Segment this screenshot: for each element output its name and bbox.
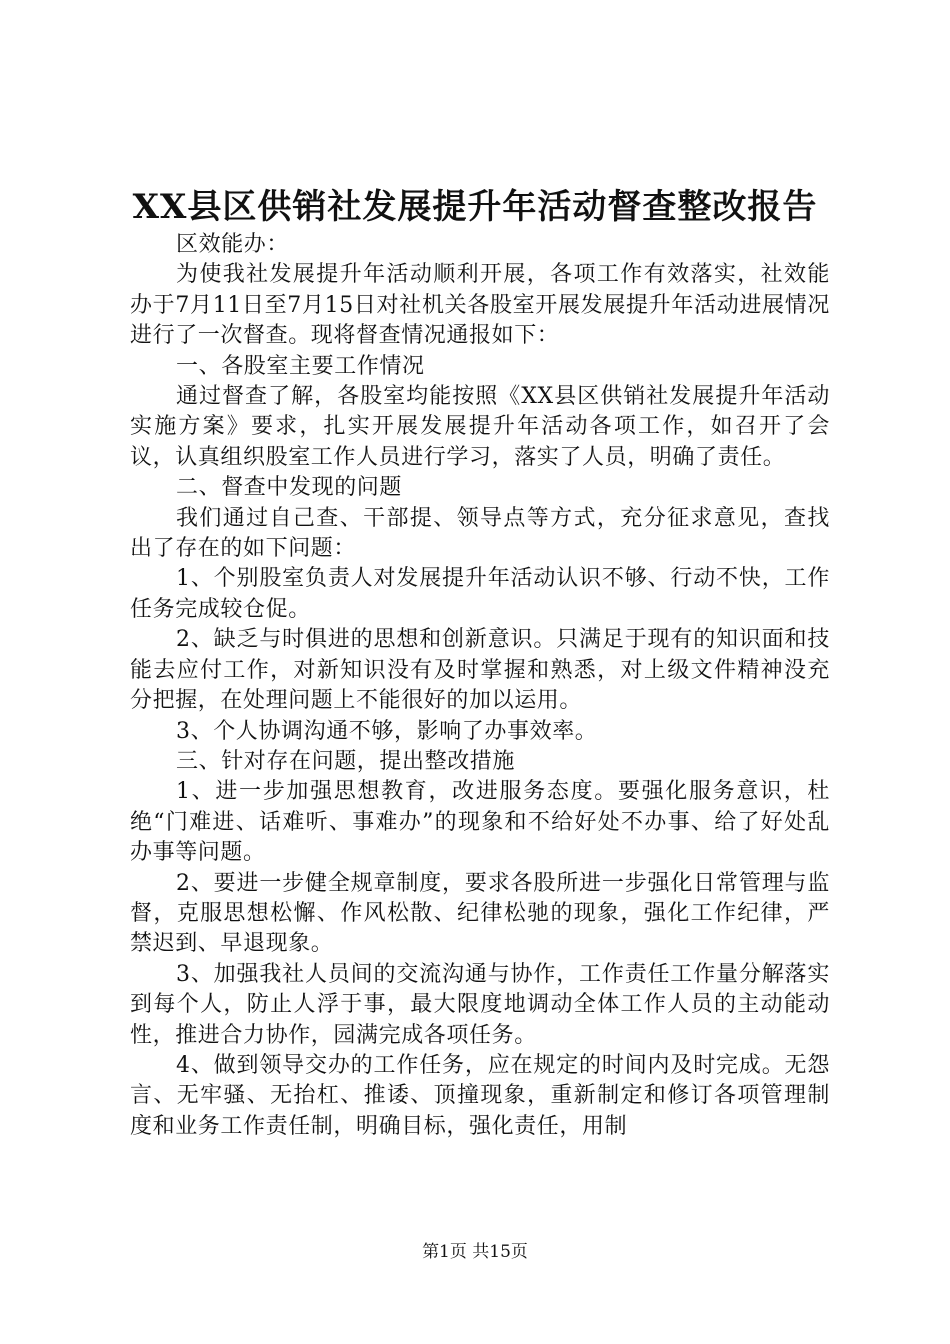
list-item: 1、个别股室负责人对发展提升年活动认识不够、行动不快，工作任务完成较仓促。 — [130, 566, 830, 622]
list-item: 2、要进一步健全规章制度，要求各股所进一步强化日常管理与监督，克服思想松懈、作风松散、纪律松驰的现象，强化工作纪律，严禁迟到、早退现象。 — [130, 870, 830, 957]
list-item: 1、进一步加强思想教育，改进服务态度。要强化服务意识，杜绝“门难进、话难听、事难办”的现象和不给好处不办事、给了好处乱办事等问题。 — [130, 779, 830, 866]
page-footer: 第1页 共15页 — [422, 1242, 528, 1262]
section-heading-3: 三、针对存在问题，提出整改措施 — [176, 748, 516, 774]
list-item: 3、个人协调沟通不够，影响了办事效率。 — [176, 718, 598, 744]
paragraph: 通过督查了解，各股室均能按照《XX县区供销社发展提升年活动实施方案》要求，扎实开展发展提升年活动各项工作，如召开了会议，认真组织股室工作人员进行学习，落实了人员，明确了责任。 — [130, 384, 830, 470]
list-item: 3、加强我社人员间的交流沟通与协作，工作责任工作量分解落实到每个人，防止人浮于事，最大限度地调动全体工作人员的主动能动性，推进合力协作，园满完成各项任务。 — [130, 961, 830, 1048]
list-item: 4、做到领导交办的工作任务，应在规定的时间内及时完成。无怨言、无牢骚、无抬杠、推诿、顶撞现象，重新制定和修订各项管理制度和业务工作责任制，明确目标，强化责任，用制 — [130, 1052, 830, 1139]
document-body — [130, 230, 830, 1142]
intro-paragraph: 为使我社发展提升年活动顺利开展，各项工作有效落实，社效能办于7月11日至7月15日对社机关各股室开展发展提升年活动进展情况进行了一次督查。现将督查情况通报如下： — [130, 262, 830, 349]
list-item: 2、缺乏与时俱进的思想和创新意识。只满足于现有的知识面和技能去应付工作，对新知识没有及时掌握和熟悉，对上级文件精神没充分把握，在处理问题上不能很好的加以运用。 — [130, 627, 830, 714]
document-title: XX县区供销社发展提升年活动督查整改报告 — [132, 187, 818, 227]
salutation: 区效能办： — [176, 232, 290, 257]
section-heading-1: 一、各股室主要工作情况 — [176, 353, 425, 379]
paragraph: 我们通过自己查、干部提、领导点等方式，充分征求意见，查找出了存在的如下问题： — [130, 505, 830, 562]
section-heading-2: 二、督查中发现的问题 — [176, 475, 403, 501]
